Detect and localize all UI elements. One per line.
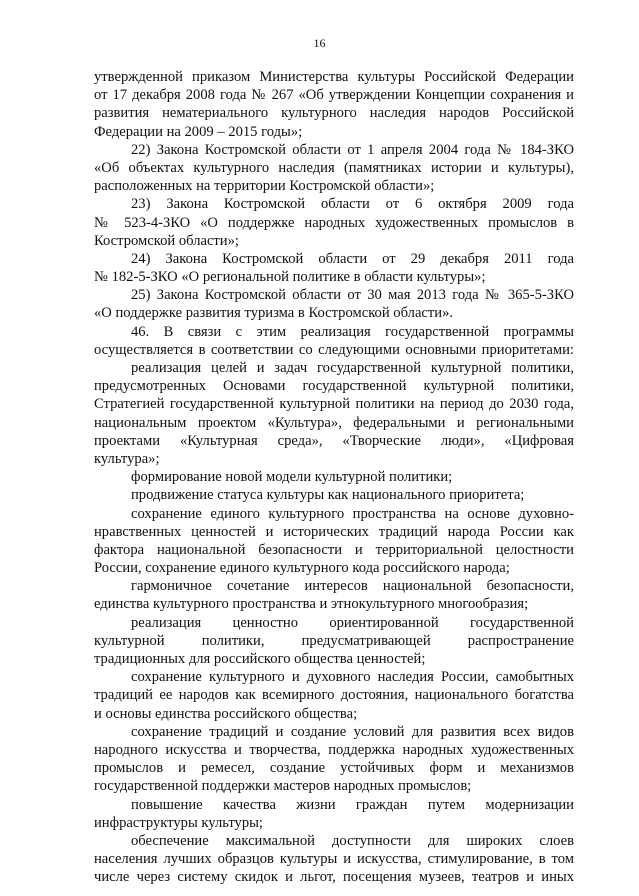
text-line: реализация ценностно ориентированной государственной xyxy=(131,614,574,631)
text-line: инфраструктуры культуры; xyxy=(94,814,263,831)
text-line: № 182-5-ЗКО «О региональной политике в области культуры»; xyxy=(94,269,486,286)
text-line: Федерации на 2009 – 2015 годы»; xyxy=(94,123,303,140)
text-line: расположенных на территории Костромской области»; xyxy=(94,178,435,195)
text-line: развития нематериального культурного наследия народов Российской xyxy=(94,105,574,122)
text-line: осуществляется в соответствии со следующими основными приоритетами: xyxy=(94,341,574,358)
document-body xyxy=(94,68,574,886)
text-line: фактора национальной безопасности и территориальной целостности xyxy=(94,541,574,558)
text-line: предусмотренных Основами государственной культурной политики, xyxy=(94,378,574,395)
text-line: № 523-4-ЗКО «О поддержке народных художественных промыслов в xyxy=(94,214,574,231)
text-line: традиций ее народов как всемирного достояния, национального богатства xyxy=(94,687,574,704)
text-line: единства культурного пространства и этнокультурного многообразия; xyxy=(94,596,529,613)
text-line: Стратегией государственной культурной политики на период до 2030 года, xyxy=(94,396,574,413)
text-line: формирование новой модели культурной политики; xyxy=(131,469,453,486)
text-line: традиционных для российского общества ценностей; xyxy=(94,651,426,667)
text-line: и основы единства российского общества; xyxy=(94,705,358,722)
text-line: 24) Закона Костромской области от 29 декабря 2011 года xyxy=(131,250,574,267)
text-line: 25) Закона Костромской области от 30 мая 2013 года № 365-5-ЗКО xyxy=(131,287,574,304)
text-line: промыслов и ремесел, создание устойчивых форм и механизмов xyxy=(94,760,574,777)
text-line: России, сохранение единого культурного кода российского народа; xyxy=(94,560,510,577)
text-line: «Об объектах культурного наследия (памятниках истории и культуры), xyxy=(94,159,574,176)
text-line: 23) Закона Костромской области от 6 октября 2009 года xyxy=(131,196,574,213)
text-line: культурной политики, предусматривающей распространение xyxy=(94,632,574,649)
text-line: продвижение статуса культуры как национального приоритета; xyxy=(131,487,525,504)
text-line: утвержденной приказом Министерства культуры Российской Федерации xyxy=(94,69,574,85)
text-line: повышение качества жизни граждан путем модернизации xyxy=(131,796,574,813)
text-line: народного искусства и творчества, поддержка народных художественных xyxy=(94,741,574,758)
text-line: 22) Закона Костромской области от 1 апреля 2004 года № 184-ЗКО xyxy=(131,141,574,158)
text-line: нравственных ценностей и исторических традиций народа России как xyxy=(94,523,574,540)
text-line: 46. В связи с этим реализация государственной программы xyxy=(131,323,574,340)
text-line: сохранение традиций и создание условий для развития всех видов xyxy=(131,723,574,740)
text-line: обеспечение максимальной доступности для широких слоев xyxy=(131,832,574,849)
text-line: государственной поддержки мастеров народных промыслов; xyxy=(94,778,472,795)
text-line: реализация целей и задач государственной культурной политики, xyxy=(131,360,574,376)
text-line: от 17 декабря 2008 года № 267 «Об утверждении Концепции сохранения и xyxy=(94,87,574,104)
text-line: сохранение культурного и духовного наследия России, самобытных xyxy=(131,669,574,686)
page-number: 16 xyxy=(313,36,326,50)
text-line: числе через систему скидок и льгот, посещения музеев, театров и иных xyxy=(94,869,574,886)
text-line: Костромской области»; xyxy=(94,232,239,249)
text-line: национальным проектом «Культура», федеральными и региональными xyxy=(94,414,574,431)
text-line: культура»; xyxy=(94,450,160,467)
text-line: проектами «Культурная среда», «Творческие люди», «Цифровая xyxy=(94,432,574,449)
text-line: «О поддержке развития туризма в Костромской области». xyxy=(94,305,454,322)
text-line: населения лучших образцов культуры и искусства, стимулирование, в том xyxy=(94,851,574,868)
text-line: сохранение единого культурного пространства на основе духовно- xyxy=(131,505,574,522)
text-line: гармоничное сочетание интересов национальной безопасности, xyxy=(131,578,574,595)
